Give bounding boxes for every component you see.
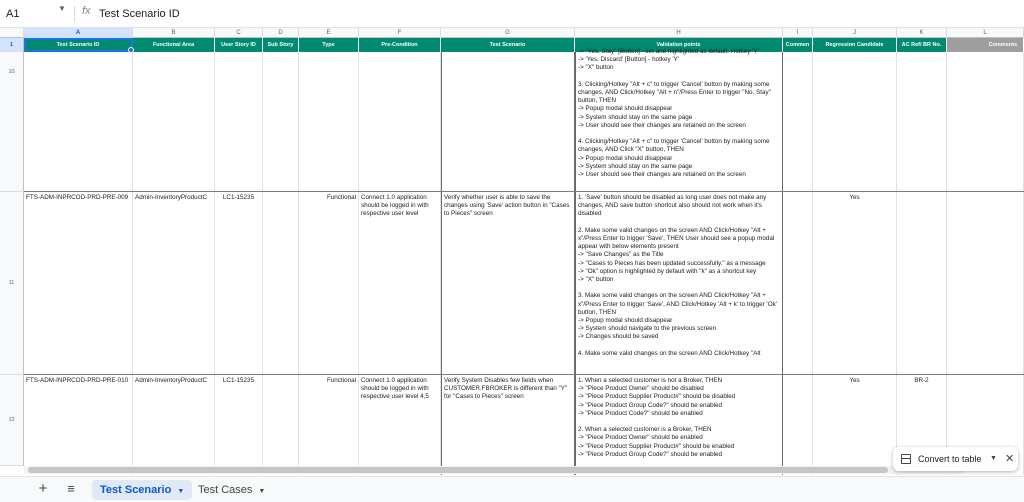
validation-line: [578, 418, 780, 426]
cell-comment-short[interactable]: [783, 375, 813, 475]
validation-line: 4. Clicking/Hotkey "Alt + c" to trigger 'Cancel' button by making some changes, AND Click "X" button, THEN: [578, 138, 770, 154]
validation-line: 3. Make some valid changes on the screen AND Click/Hotkey "Alt + x"/Press Enter to trigger 'Save', AND Click/Hotkey 'Alt + k' to trigger 'Ok' button, THEN: [578, 292, 777, 316]
cell-sub-story[interactable]: [263, 52, 299, 191]
sheet-tab-bar: [0, 476, 1024, 502]
cell-user-story[interactable]: LC1-15235: [215, 192, 263, 374]
header-pre-condition[interactable]: Pre-Condition: [359, 38, 441, 52]
tab-label: Test Scenario: [100, 484, 172, 496]
cell-scenario-id[interactable]: [24, 52, 133, 191]
header-user-story-id[interactable]: User Story ID: [215, 38, 263, 52]
header-ac-ref[interactable]: AC Ref/ BR No.: [897, 38, 947, 52]
validation-line: -> "Piece Product Owner" should be enabled: [578, 434, 703, 442]
validation-line: 1. When a selected customer is not a Broker, THEN: [578, 377, 723, 384]
row-number-11[interactable]: 11: [0, 192, 24, 375]
column-header-b[interactable]: B: [133, 28, 215, 38]
validation-line: -> 'Yes, Discard' [Button] - hotkey 'Y': [578, 56, 679, 64]
tab-label: Test Cases: [198, 484, 253, 496]
column-header-d[interactable]: D: [263, 28, 299, 38]
tab-test-cases[interactable]: [190, 480, 273, 500]
all-sheets-menu-icon[interactable]: ≡: [67, 481, 75, 496]
validation-line: -> "Piece Product Code?" should be enabled: [578, 409, 703, 417]
validation-line: -> "Piece Product Group Code?" should be enabled: [578, 401, 722, 409]
validation-line: -> "Cases to Pieces has been updated successfully." as a message: [578, 259, 766, 267]
cell-user-story[interactable]: LC1-15235: [215, 375, 263, 475]
validation-line: 3. Clicking/Hotkey "Alt + c" to trigger 'Cancel' button by making some changes, AND Click/Hotkey "Alt + n"/Press Enter to trigger "No, Stay" button, THEN: [578, 80, 771, 105]
table-row: [24, 375, 1024, 475]
validation-line: -> Popup modal should disappear: [578, 317, 673, 325]
column-header-j[interactable]: J: [813, 28, 897, 38]
cell-validation-points[interactable]: [575, 375, 783, 475]
fx-icon: fx: [82, 5, 91, 17]
cell-regression[interactable]: Yes: [813, 192, 897, 374]
validation-line: -> "Yes, Stay" [Button] - set and highlighted as default. Hotkey 'Y': [578, 48, 759, 55]
cell-pre-condition[interactable]: Connect 1.0 application should be logged in with respective user level: [359, 192, 441, 374]
cell-test-scenario[interactable]: Verify whether user is able to save the changes using 'Save' action button in "Cases to Pieces" screen: [441, 192, 575, 374]
cell-functional-area[interactable]: Admin-InventoryProductC: [133, 375, 215, 475]
validation-line: -> User should see their changes are retained on the screen: [578, 121, 746, 129]
header-functional-area[interactable]: Functional Area: [133, 38, 215, 52]
tab-dropdown-icon[interactable]: ▼: [258, 488, 266, 495]
tab-test-scenario[interactable]: [92, 480, 192, 500]
formula-input[interactable]: Test Scenario ID: [99, 8, 180, 20]
validation-line: -> "X" button: [578, 276, 614, 284]
convert-to-table-label[interactable]: Convert to table: [918, 454, 982, 464]
column-header-f[interactable]: F: [359, 28, 441, 38]
validation-line: -> "Piece Product Supplier Product#" should be disabled: [578, 393, 736, 401]
cell-functional-area[interactable]: [133, 52, 215, 191]
cell-validation-points[interactable]: [575, 48, 783, 191]
cell-type[interactable]: Functional: [299, 192, 359, 374]
validation-line: [578, 73, 780, 81]
validation-line: -> "Save Changes" as the Title: [578, 251, 664, 259]
cell-ac-ref[interactable]: BR-2: [897, 375, 947, 475]
validation-line: 2. When a selected customer is a Broker, THEN: [578, 426, 712, 434]
header-comments-short[interactable]: Commen: [783, 38, 813, 52]
validation-line: [578, 284, 780, 292]
header-test-scenario-id[interactable]: Test Scenario ID: [24, 38, 133, 52]
row-number-1[interactable]: 1: [0, 38, 24, 52]
cell-regression[interactable]: Yes: [813, 375, 897, 475]
header-comments[interactable]: Comments: [947, 38, 1024, 52]
header-sub-story[interactable]: Sub Story: [263, 38, 299, 52]
table-row: [24, 48, 1024, 192]
cell-validation-points[interactable]: [575, 192, 783, 374]
cell-comments[interactable]: [947, 192, 1024, 374]
validation-line: -> "X" button: [578, 64, 614, 72]
formula-bar: [0, 0, 1024, 28]
cell-ac-ref[interactable]: [897, 52, 947, 191]
convert-to-table-chip[interactable]: [893, 447, 1018, 471]
cell-test-scenario[interactable]: Verify System Disables few fields when CUSTOMER.FBROKER is different than "Y" for "Cases to Pieces" screen: [441, 375, 575, 475]
column-header-e[interactable]: E: [299, 28, 359, 38]
column-header-i[interactable]: I: [783, 28, 813, 38]
validation-line: [578, 342, 780, 350]
column-header-a[interactable]: A: [24, 28, 133, 38]
validation-line: [578, 219, 780, 227]
validation-line: -> "Piece Product Owner" should be disabled: [578, 385, 704, 393]
header-validation-points[interactable]: Validation points: [575, 38, 783, 52]
select-all-corner[interactable]: [0, 28, 24, 38]
cell-pre-condition[interactable]: Connect 1.0 application should be logged in with respective user level 4,5: [359, 375, 441, 475]
scrollbar-thumb[interactable]: [28, 467, 888, 473]
row-number-12[interactable]: 12: [0, 375, 24, 466]
validation-line: -> User should see their changes are retained on the screen: [578, 171, 746, 179]
cell-comment-short[interactable]: [783, 192, 813, 374]
validation-line: -> Popup modal should disappear: [578, 105, 673, 113]
cell-ac-ref[interactable]: [897, 192, 947, 374]
cell-comments[interactable]: [947, 52, 1024, 191]
validation-line: -> System should stay on the same page: [578, 113, 693, 121]
cell-functional-area[interactable]: Admin-InventoryProductC: [133, 192, 215, 374]
cell-regression[interactable]: [813, 52, 897, 191]
validation-line: -> "Piece Product Supplier Product#" should be enabled: [578, 442, 735, 450]
cell-user-story[interactable]: [215, 52, 263, 191]
validation-line: -> Changes should be saved: [578, 333, 659, 341]
validation-line: -> System should stay on the same page: [578, 162, 693, 170]
close-icon[interactable]: ✕: [1005, 453, 1015, 465]
header-type[interactable]: Type: [299, 38, 359, 52]
validation-line: 1. 'Save' button should be disabled as long user does not make any changes, AND save button shortcut also should not work when it's disabled: [578, 194, 767, 218]
cell-type[interactable]: Functional: [299, 375, 359, 475]
header-row: [0, 38, 1024, 52]
validation-line: -> System should navigate to the previous screen: [578, 325, 717, 333]
column-header-c[interactable]: C: [215, 28, 263, 38]
cell-test-scenario[interactable]: [441, 52, 575, 191]
row-number-10[interactable]: 10: [0, 52, 24, 192]
validation-line: -> "Ok" option is highlighted by default with "k" as a shortcut key: [578, 267, 757, 275]
table-row: [24, 192, 1024, 375]
validation-line: [578, 130, 780, 138]
tab-dropdown-icon[interactable]: ▼: [177, 488, 185, 495]
cell-comment-short[interactable]: [783, 52, 813, 191]
cell-scenario-id[interactable]: FTS-ADM-INPRCOD-PRD-PRE-010: [24, 375, 133, 475]
name-box[interactable]: A1: [6, 8, 20, 20]
add-sheet-button[interactable]: +: [38, 480, 48, 497]
column-header-l[interactable]: L: [947, 28, 1024, 38]
column-header-k[interactable]: K: [897, 28, 947, 38]
sheet-grid: [24, 48, 1024, 464]
chevron-down-icon[interactable]: ▼: [990, 455, 997, 462]
column-header-h[interactable]: H: [575, 28, 783, 38]
formula-divider: [74, 6, 75, 22]
validation-line: 4. Make some valid changes on the screen AND Click/Hotkey "Alt: [578, 349, 761, 357]
validation-line: -> "Piece Product Group Code?" should be enabled: [578, 450, 722, 458]
cell-scenario-id[interactable]: FTS-ADM-INPRCOD-PRD-PRE-009: [24, 192, 133, 374]
table-icon: [901, 454, 911, 464]
column-header-row: [0, 28, 1024, 38]
cell-type[interactable]: [299, 52, 359, 191]
cell-sub-story[interactable]: [263, 375, 299, 475]
validation-line: 2. Make some valid changes on the screen AND Click/Hotkey "Alt + x"/Press Enter to trigger 'Save', THEN User should see a popup modal appear with below elements present: [578, 226, 775, 251]
validation-line: -> Popup modal should disappear: [578, 154, 673, 162]
header-regression-candidate[interactable]: Regression Candidate: [813, 38, 897, 52]
cell-sub-story[interactable]: [263, 192, 299, 374]
header-test-scenario[interactable]: Test Scenario: [441, 38, 575, 52]
name-box-dropdown-icon[interactable]: ▼: [58, 4, 66, 13]
column-header-g[interactable]: G: [441, 28, 575, 38]
cell-pre-condition[interactable]: [359, 52, 441, 191]
horizontal-scrollbar[interactable]: [24, 466, 964, 474]
